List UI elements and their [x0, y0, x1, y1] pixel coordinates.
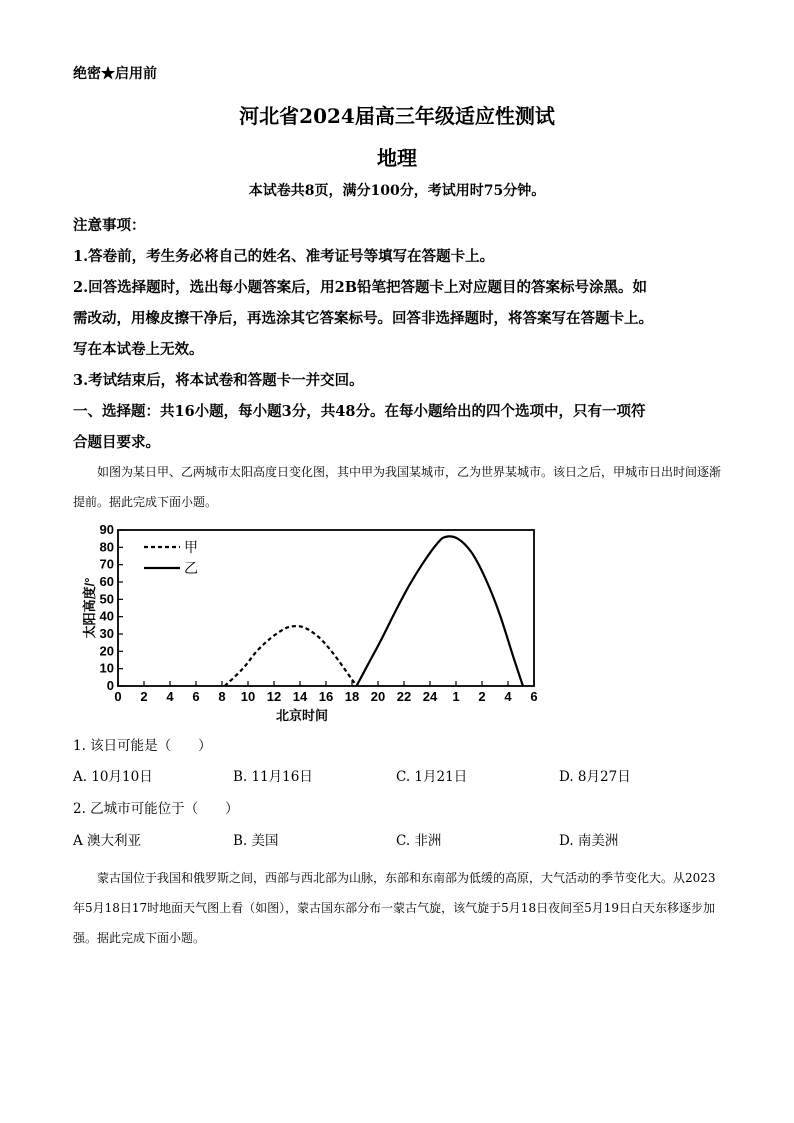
- sun-altitude-chart: [70, 518, 550, 728]
- y-tick-label: 60: [99, 574, 114, 589]
- x-tick-label: 12: [266, 689, 282, 704]
- x-tick-label: 24: [422, 689, 438, 704]
- x-tick-label: 20: [370, 689, 386, 704]
- x-tick-label: 1: [452, 689, 460, 704]
- y-tick-label: 70: [99, 556, 114, 572]
- x-axis-label: 北京时间: [275, 708, 329, 723]
- note-item-2-line-1: 2.回答选择题时，选出每小题答案后，用2B铅笔把答题卡上对应题目的答案标号涂黑。如: [73, 279, 647, 296]
- x-tick-label: 6: [530, 689, 538, 704]
- confidential-label: 绝密★启用前: [73, 66, 157, 82]
- y-tick-label: 90: [99, 522, 114, 537]
- question-1-option-d: D. 8月27日: [559, 769, 631, 785]
- notes-heading: 注意事项：: [73, 217, 146, 234]
- legend-label: 甲: [184, 539, 198, 555]
- legend-label: 乙: [184, 560, 198, 576]
- y-axis-label: 太阳高度/°: [82, 577, 97, 639]
- y-tick-label: 40: [99, 608, 114, 624]
- note-item-3: 3.考试结束后，将本试卷和答题卡一并交回。: [73, 372, 364, 389]
- series-line-yi: [357, 536, 523, 686]
- note-item-2-line-2: 需改动，用橡皮擦干净后，再选涂其它答案标号。回答非选择题时，将答案写在答题卡上。: [73, 310, 653, 327]
- question-2-option-b: B. 美国: [233, 833, 279, 849]
- question-2-stem: 2. 乙城市可能位于（ ）: [73, 801, 239, 817]
- section-heading-line-2: 合题目要求。: [73, 434, 160, 451]
- y-tick-label: 10: [99, 660, 114, 676]
- x-tick-label: 10: [240, 689, 256, 704]
- question-2-option-c: C. 非洲: [396, 833, 442, 849]
- section-heading-line-1: 一、选择题：共16小题，每小题3分，共48分。在每小题给出的四个选项中，只有一项符: [73, 403, 646, 420]
- notes-block: [73, 210, 723, 458]
- exam-title: 河北省2024届高三年级适应性测试: [239, 104, 555, 128]
- x-tick-label: 2: [140, 689, 148, 704]
- x-tick-label: 8: [218, 689, 226, 704]
- y-tick-label: 20: [99, 643, 114, 659]
- passage-2: 蒙古国位于我国和俄罗斯之间，西部与西北部为山脉，东部和东南部为低缓的高原，大气活动的季节变化大。从2023年5月18日17时地面天气图上看（如图），蒙古国东部分布一蒙古气旋，该气旋于5月18日夜间至5月19日白天东移逐步加强。据此完成下面小题。: [73, 871, 716, 945]
- y-tick-label: 0: [106, 678, 114, 693]
- note-item-2-line-3: 写在本试卷上无效。: [73, 341, 204, 358]
- exam-info: 本试卷共8页，满分100分，考试用时75分钟。: [248, 183, 546, 199]
- x-tick-label: 4: [504, 689, 512, 704]
- x-tick-label: 16: [318, 689, 334, 704]
- passage-1: 如图为某日甲、乙两城市太阳高度日变化图，其中甲为我国某城市，乙为世界某城市。该日之后，甲城市日出时间逐渐提前。据此完成下面小题。: [73, 465, 722, 509]
- x-tick-label: 14: [292, 689, 308, 704]
- question-2-option-d: D. 南美洲: [559, 833, 619, 849]
- x-tick-label: 2: [478, 689, 486, 704]
- x-tick-label: 0: [114, 689, 122, 704]
- subject-title: 地理: [377, 146, 417, 170]
- x-tick-label: 18: [344, 689, 360, 704]
- x-tick-label: 4: [166, 689, 174, 704]
- y-tick-label: 30: [99, 626, 114, 641]
- question-1-option-c: C. 1月21日: [396, 769, 468, 785]
- y-tick-label: 50: [99, 591, 114, 607]
- question-2-option-a: A 澳大利亚: [73, 833, 142, 849]
- series-line-jia: [225, 626, 357, 686]
- question-1-stem: 1. 该日可能是（ ）: [73, 738, 212, 754]
- x-tick-label: 22: [396, 689, 412, 704]
- y-tick-label: 80: [99, 539, 114, 555]
- question-1-option-a: A. 10月10日: [73, 769, 153, 785]
- x-tick-label: 6: [192, 689, 200, 704]
- note-item-1: 1.答卷前，考生务必将自己的姓名、准考证号等填写在答题卡上。: [73, 248, 495, 265]
- question-1-option-b: B. 11月16日: [233, 769, 313, 785]
